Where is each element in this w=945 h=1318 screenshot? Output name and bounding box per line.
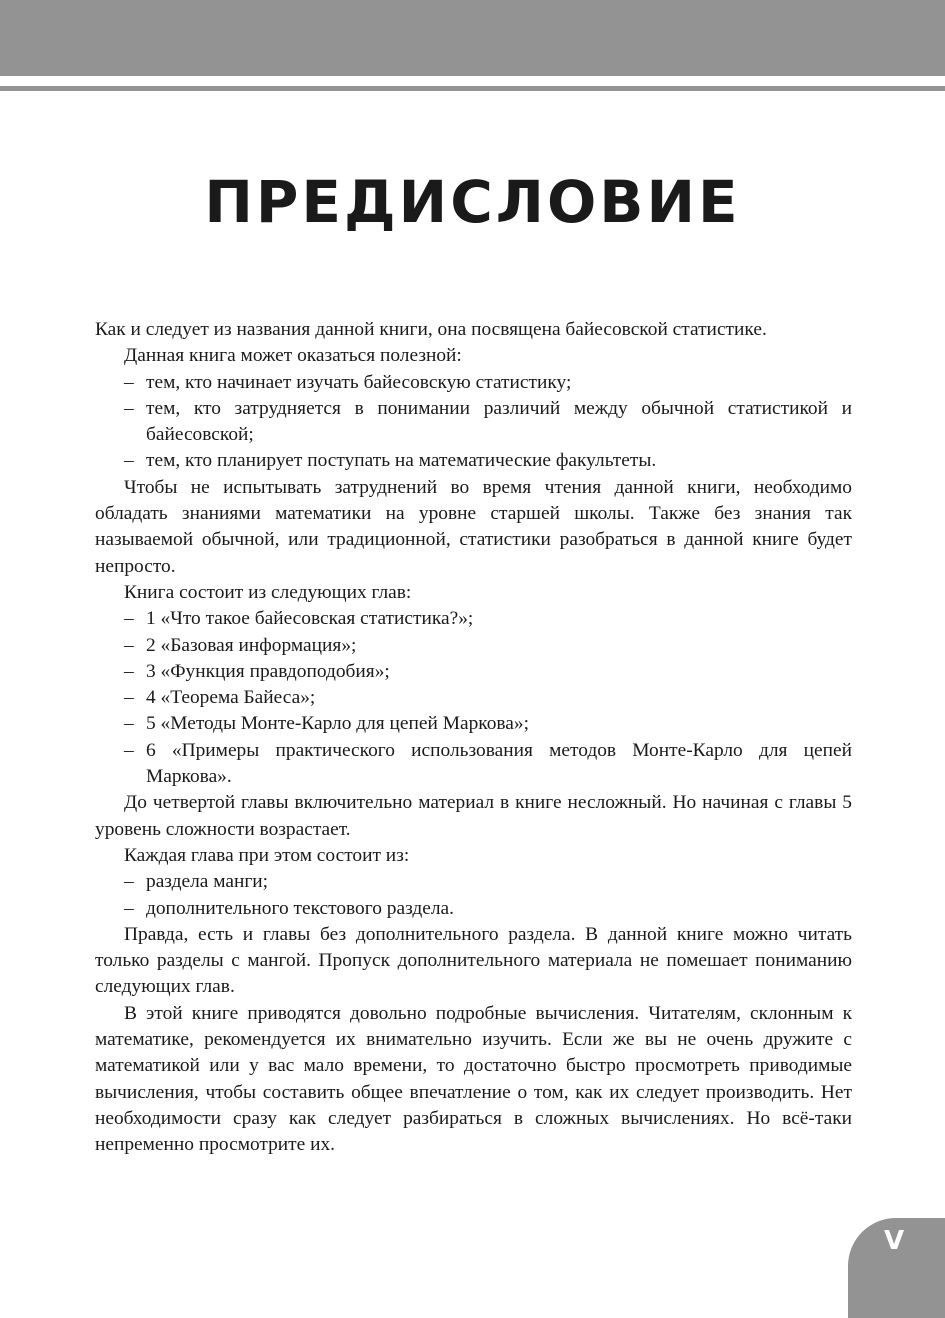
list-item: – тем, кто начинает изучать байесовскую статистику; <box>124 371 572 393</box>
chapters-list <box>95 606 852 790</box>
page-number: V <box>883 1226 905 1256</box>
difficulty-paragraph: До четвертой главы включительно материал в книге несложный. Но начиная с главы 5 уровень сложности возрастает. <box>95 792 852 840</box>
body-text <box>95 317 852 1159</box>
header-band <box>0 0 945 76</box>
useful-lead: Данная книга может оказаться полезной: <box>124 345 462 367</box>
chapters-lead: Книга состоит из следующих глав: <box>124 581 412 603</box>
list-item: – тем, кто затрудняется в понимании различий между обычной статистикой и байесовской; <box>124 397 852 446</box>
chapter-item: – 4 «Теорема Байеса»; <box>124 687 316 709</box>
chapter-item: – 5 «Методы Монте-Карло для цепей Маркова»; <box>124 713 530 735</box>
structure-lead: Каждая глава при этом состоит из: <box>124 844 410 866</box>
chapter-item: – 6 «Примеры практического использования методов Монте-Карло для цепей Маркова». <box>124 739 852 788</box>
useful-list <box>95 370 852 475</box>
prerequisites-paragraph: Чтобы не испытывать затруднений во время чтения данной книги, необходимо обладать знаниями математики на уровне старшей школы. Также без знания так называемой обычной, или традиционной, статистики разобраться в данной книге будет непросто. <box>95 476 852 577</box>
structure-list <box>95 869 852 922</box>
page-title: ПРЕДИСЛОВИЕ <box>204 168 741 236</box>
header-rule <box>0 86 945 91</box>
list-item: – раздела манги; <box>124 871 269 893</box>
manga-only-paragraph: Правда, есть и главы без дополнительного раздела. В данной книге можно читать только разделы с мангой. Пропуск дополнительного материала не помешает пониманию следующих глав. <box>95 923 852 998</box>
list-item: – дополнительного текстового раздела. <box>124 897 454 919</box>
chapter-item: – 1 «Что такое байесовская статистика?»; <box>124 608 474 630</box>
calculations-paragraph: В этой книге приводятся довольно подробные вычисления. Читателям, склонным к математике, рекомендуется их внимательно изучить. Если же вы не очень дружите с математикой или у вас мало времени, то достаточно быстро просмотреть приводимые вычисления, чтобы составить общее впечатление о том, как их следует производить. Нет необходимости сразу как следует разбираться в сложных вычислениях. Но всё-таки непременно просмотрите их. <box>95 1002 852 1156</box>
chapter-item: – 3 «Функция правдоподобия»; <box>124 660 390 682</box>
chapter-item: – 2 «Базовая информация»; <box>124 634 357 656</box>
list-item: – тем, кто планирует поступать на математические факультеты. <box>124 450 657 472</box>
intro-paragraph: Как и следует из названия данной книги, она посвящена байесовской статистике. <box>95 319 767 340</box>
